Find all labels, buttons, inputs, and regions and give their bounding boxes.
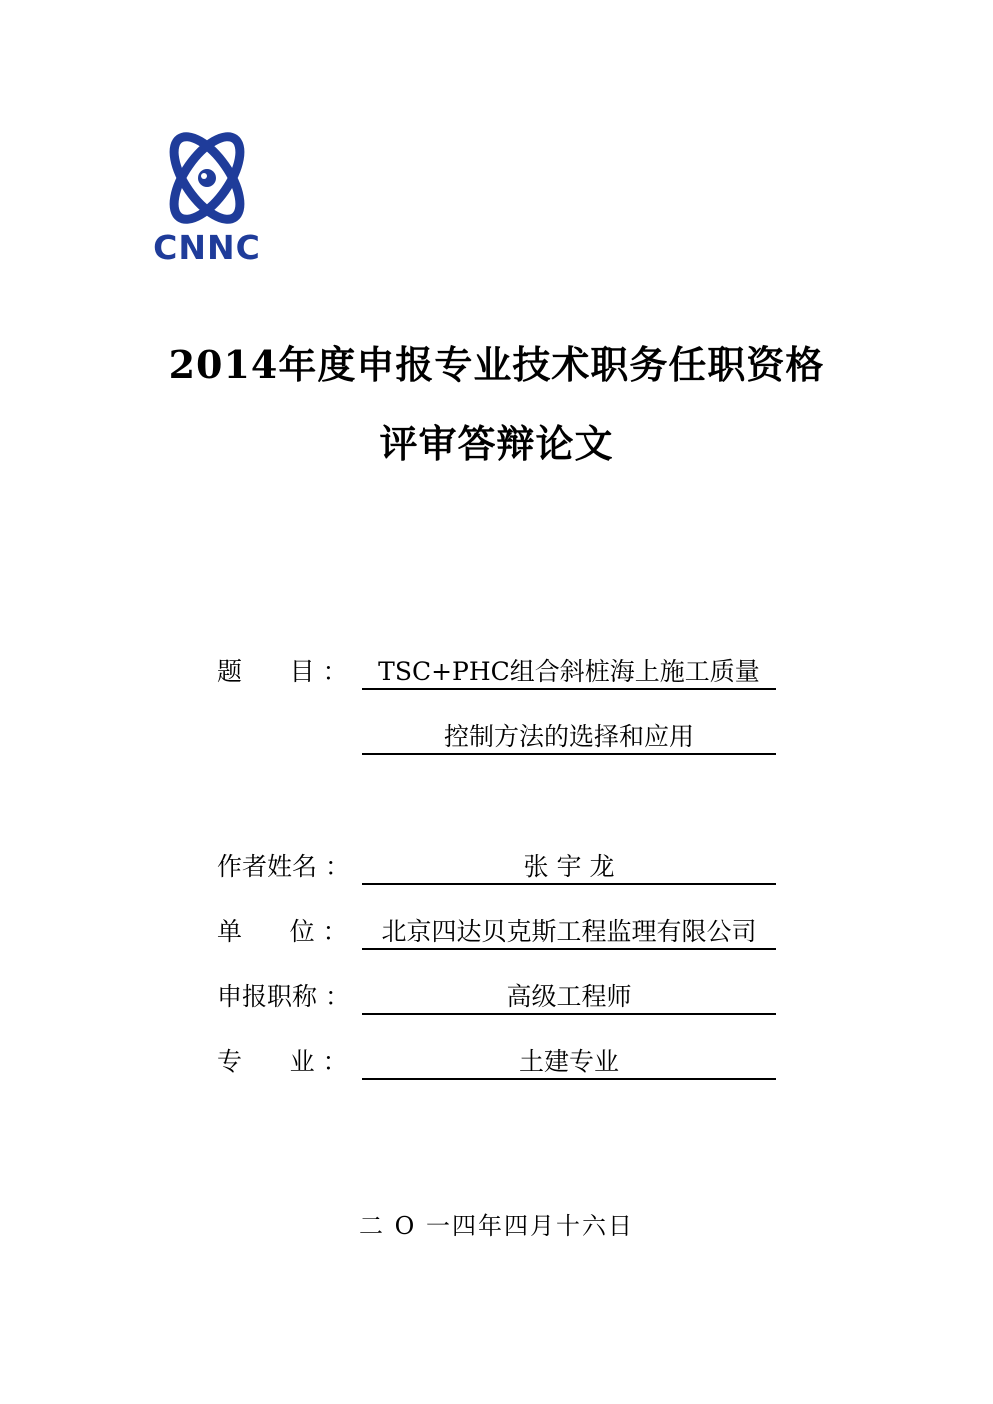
topic-label: 题 目 ： [217, 657, 348, 686]
unit-label: 单 位 ： [217, 917, 348, 946]
topic-value-line-2: 控制方法的选择和应用 [362, 721, 776, 755]
author-label: 作者姓名 ： [217, 852, 350, 881]
author-value: 张 宇 龙 [362, 851, 776, 885]
job-title-value: 高级工程师 [362, 981, 776, 1015]
document-title-line-1: 2014年度申报专业技术职务任职资格 [168, 342, 825, 387]
document-date: 二 O 一四年四月十六日 [359, 1212, 634, 1240]
topic-value-line-1: TSC+PHC组合斜桩海上施工质量 [362, 656, 776, 690]
atom-icon [146, 126, 268, 230]
unit-value: 北京四达贝克斯工程监理有限公司 [362, 916, 776, 950]
cnnc-logo [146, 126, 268, 266]
major-label: 专 业 ： [217, 1047, 348, 1076]
major-value: 土建专业 [362, 1046, 776, 1080]
document-title-line-2: 评审答辩论文 [379, 421, 614, 466]
logo-wordmark: CNNC [153, 228, 261, 267]
job-title-label: 申报职称 ： [217, 982, 350, 1011]
